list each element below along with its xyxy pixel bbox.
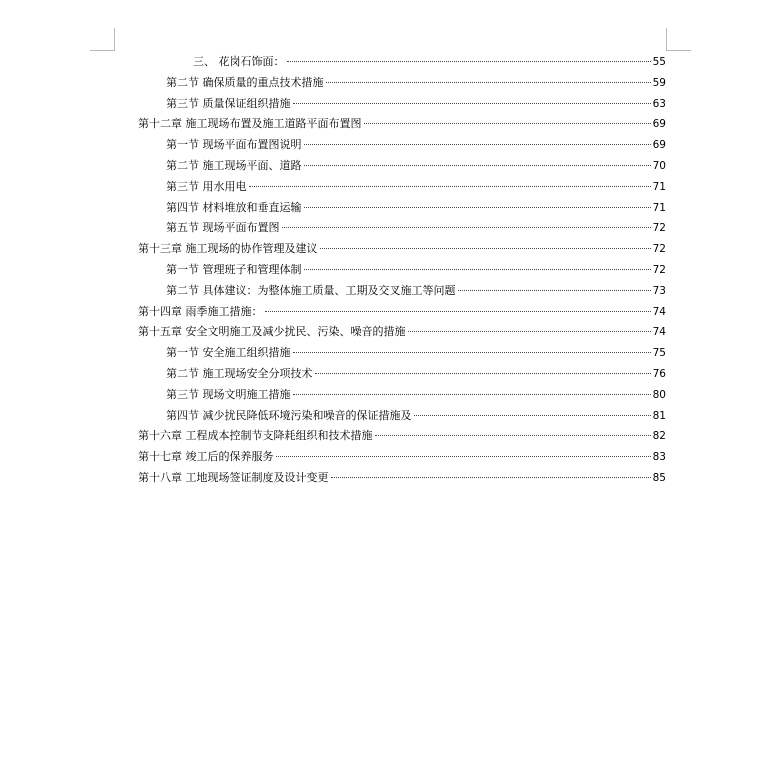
toc-entry[interactable] [138, 447, 666, 468]
toc-page-number: 72 [652, 243, 666, 256]
toc-entry[interactable] [138, 281, 666, 302]
toc-page-number: 83 [652, 451, 666, 464]
toc-dot-leader [276, 456, 651, 457]
toc-entry-title: 第四节 材料堆放和垂直运输 [166, 200, 302, 214]
toc-entry-title: 第十四章 雨季施工措施： [138, 304, 263, 318]
toc-dot-leader [326, 82, 651, 83]
toc-page-number: 69 [652, 139, 666, 152]
toc-page-number: 76 [652, 367, 666, 380]
toc-entry[interactable] [138, 239, 666, 260]
toc-dot-leader [293, 394, 651, 395]
toc-entry[interactable] [138, 426, 666, 447]
toc-dot-leader [293, 103, 651, 104]
toc-page-number: 59 [652, 76, 666, 89]
toc-dot-leader [414, 415, 651, 416]
toc-dot-leader [331, 477, 651, 478]
toc-entry[interactable] [138, 343, 666, 364]
toc-dot-leader [458, 290, 651, 291]
toc-page-number: 72 [652, 222, 666, 235]
toc-entry-title: 第十三章 施工现场的协作管理及建议 [138, 242, 318, 256]
toc-entry[interactable] [138, 218, 666, 239]
toc-dot-leader [315, 373, 651, 374]
toc-page-number: 74 [652, 305, 666, 318]
toc-entry[interactable] [138, 156, 666, 177]
toc-dot-leader [375, 435, 651, 436]
toc-page-number: 85 [652, 471, 666, 484]
toc-page-number: 81 [652, 409, 666, 422]
toc-dot-leader [249, 186, 651, 187]
toc-entry-title: 第一节 现场平面布置图说明 [166, 138, 302, 152]
toc-entry-title: 第二节 具体建议：为整体施工质量、工期及交叉施工等问题 [166, 283, 456, 297]
toc-entry[interactable] [138, 198, 666, 219]
toc-entry-title: 第三节 现场文明施工措施 [166, 387, 291, 401]
crop-mark-top-left [90, 28, 115, 51]
toc-dot-leader [304, 269, 651, 270]
toc-entry-title: 第一节 管理班子和管理体制 [166, 262, 302, 276]
toc-page-number: 73 [652, 284, 666, 297]
toc-entry-title: 第十八章 工地现场签证制度及设计变更 [138, 470, 329, 484]
toc-dot-leader [282, 227, 651, 228]
toc-entry[interactable] [138, 468, 666, 489]
crop-mark-top-right [666, 28, 691, 51]
toc-page-number: 55 [652, 56, 666, 68]
toc-entry[interactable] [138, 385, 666, 406]
toc-entry[interactable] [138, 322, 666, 343]
toc-entry-title: 第十七章 竣工后的保养服务 [138, 450, 274, 464]
toc-entry[interactable] [138, 260, 666, 281]
toc-entry[interactable] [138, 177, 666, 198]
toc-dot-leader [304, 207, 651, 208]
toc-entry[interactable] [138, 114, 666, 135]
toc-entry-title: 三、 花岗石饰面： [193, 55, 285, 68]
toc-page-number: 80 [652, 388, 666, 401]
toc-entry-title: 第二节 施工现场平面、道路 [166, 158, 302, 172]
toc-entry[interactable] [138, 364, 666, 385]
toc-entry-title: 第二节 确保质量的重点技术措施 [166, 75, 324, 89]
toc-entry-title: 第三节 质量保证组织措施 [166, 96, 291, 110]
toc-entry-title: 第十五章 安全文明施工及减少扰民、污染、噪音的措施 [138, 325, 406, 339]
toc-dot-leader [287, 61, 651, 62]
toc-dot-leader [364, 123, 651, 124]
toc-dot-leader [293, 352, 651, 353]
toc-page-number: 82 [652, 430, 666, 443]
toc-entry[interactable] [138, 302, 666, 323]
toc-page-number: 74 [652, 326, 666, 339]
toc-entry[interactable] [138, 135, 666, 156]
toc-entry-title: 第五节 现场平面布置图 [166, 221, 280, 235]
toc-entry-title: 第四节 减少扰民降低环境污染和噪音的保证措施及 [166, 408, 412, 422]
toc-page-number: 70 [652, 159, 666, 172]
toc-entry-title: 第三节 用水用电 [166, 179, 247, 193]
toc-dot-leader [265, 311, 651, 312]
toc-entry-title: 第一节 安全施工组织措施 [166, 346, 291, 360]
toc-entry-title: 第十六章 工程成本控制节支降耗组织和技术措施 [138, 429, 373, 443]
toc-entry[interactable] [138, 94, 666, 115]
table-of-contents [138, 52, 666, 489]
toc-entry[interactable] [138, 406, 666, 427]
toc-page-number: 71 [652, 201, 666, 214]
toc-entry-title: 第十二章 施工现场布置及施工道路平面布置图 [138, 117, 362, 131]
toc-page-number: 72 [652, 263, 666, 276]
toc-entry[interactable] [138, 52, 666, 73]
toc-page-number: 71 [652, 180, 666, 193]
toc-page-number: 69 [652, 118, 666, 131]
toc-dot-leader [304, 144, 651, 145]
toc-entry-title: 第二节 施工现场安全分项技术 [166, 366, 313, 380]
toc-dot-leader [320, 248, 651, 249]
toc-dot-leader [304, 165, 651, 166]
toc-page-number: 63 [652, 97, 666, 110]
toc-page-number: 75 [652, 347, 666, 360]
toc-dot-leader [408, 331, 651, 332]
toc-entry[interactable] [138, 73, 666, 94]
